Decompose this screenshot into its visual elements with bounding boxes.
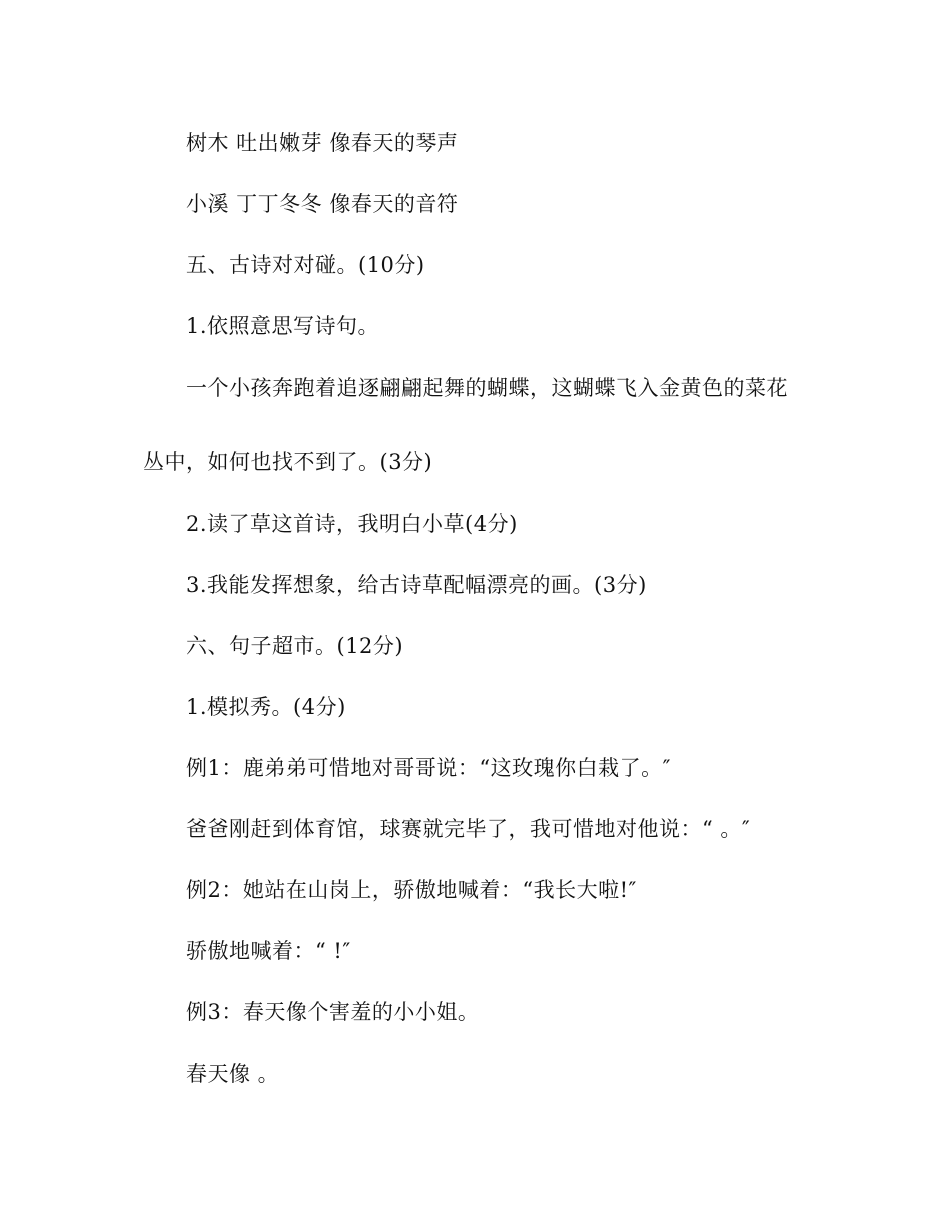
question-item: 1.模拟秀。(4分) [186, 695, 346, 719]
exercise-line: 骄傲地喊着：“ !″ [186, 939, 351, 963]
question-item: 1.依照意思写诗句。 [186, 314, 380, 338]
example-line: 例2：她站在山岗上，骄傲地喊着：“我长大啦!″ [186, 878, 637, 902]
exercise-line: 爸爸刚赶到体育馆，球赛就完毕了，我可惜地对他说：“ 。″ [186, 817, 751, 841]
text-line: 丛中，如何也找不到了。(3分) [143, 450, 433, 474]
example-line: 例1：鹿弟弟可惜地对哥哥说：“这玫瑰你白栽了。″ [186, 756, 671, 780]
text-line: 树木 吐出嫩芽 像春天的琴声 [186, 131, 459, 155]
text-line: 小溪 丁丁冬冬 像春天的音符 [186, 192, 459, 216]
question-item: 2.读了草这首诗，我明白小草(4分) [186, 512, 518, 536]
section-heading: 五、古诗对对碰。(10分) [186, 253, 425, 277]
exercise-line: 春天像 。 [186, 1062, 280, 1086]
section-heading: 六、句子超市。(12分) [186, 634, 404, 658]
example-line: 例3：春天像个害羞的小小姐。 [186, 1000, 480, 1024]
question-item: 3.我能发挥想象，给古诗草配幅漂亮的画。(3分) [186, 573, 647, 597]
text-line: 一个小孩奔跑着追逐翩翩起舞的蝴蝶，这蝴蝶飞入金黄色的菜花 [186, 376, 788, 400]
